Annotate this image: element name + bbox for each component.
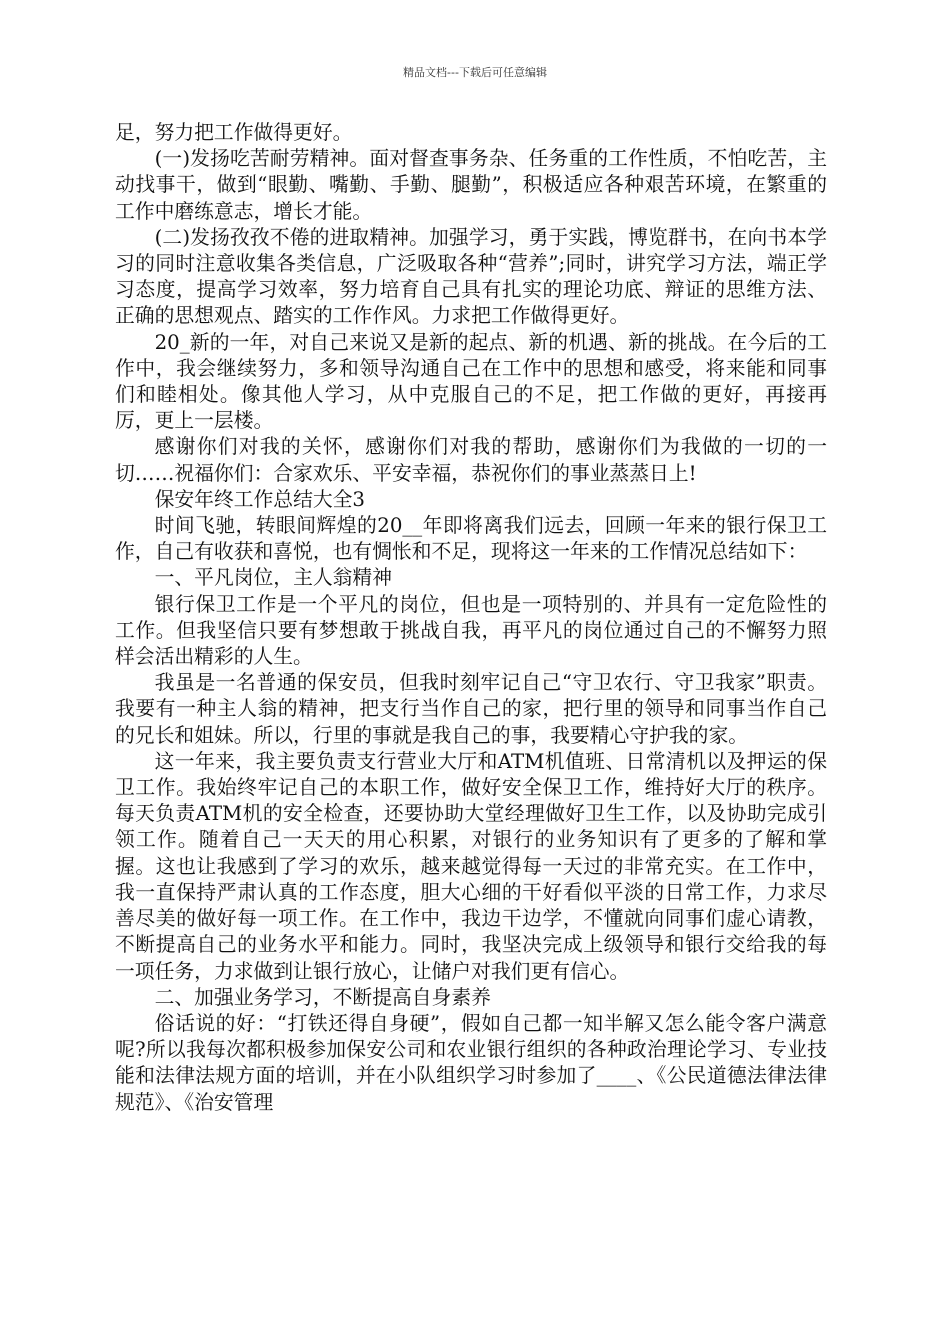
paragraph-continuation: 足，努力把工作做得更好。	[115, 121, 353, 144]
paragraph: 时间飞驰，转眼间辉煌的20__年即将离我们远去，回顾一年来的银行保卫工作，自己有收获和喜悦，也有惆怅和不足，现将这一年来的工作情况总结如下：	[115, 514, 827, 564]
paragraph: (二)发扬孜孜不倦的进取精神。加强学习，勇于实践，博览群书，在向书本学习的同时注意收集各类信息，广泛吸取各种“营养”;同时，讲究学习方法，端正学习态度，提高学习效率，努力培育自己具有扎实的理论功底、辩证的思维方法、正确的思想观点、踏实的工作作风。力求把工作做得更好。	[115, 225, 827, 328]
paragraph: 我虽是一名普通的保安员，但我时刻牢记自己“守卫农行、守卫我家”职责。我要有一种主人翁的精神，把支行当作自己的家，把行里的领导和同事当作自己的兄长和姐妹。所以，行里的事就是我自己的事，我要精心守护我的家。	[115, 671, 827, 747]
paragraph: (一)发扬吃苦耐劳精神。面对督查事务杂、任务重的工作性质，不怕吃苦，主动找事干，做到“眼勤、嘴勤、手勤、腿勤”，积极适应各种艰苦环境，在繁重的工作中磨练意志，增长才能。	[115, 147, 827, 223]
paragraph: 感谢你们对我的关怀，感谢你们对我的帮助，感谢你们为我做的一切的一切……祝福你们：合家欢乐、平安幸福，恭祝你们的事业蒸蒸日上!	[115, 435, 827, 485]
paragraph: 银行保卫工作是一个平凡的岗位，但也是一项特别的、并具有一定危险性的工作。但我坚信只要有梦想敢于挑战自我，再平凡的岗位通过自己的不懈努力照样会活出精彩的人生。	[115, 592, 827, 669]
section-title: 保安年终工作总结大全3	[154, 487, 365, 511]
section-heading: 二、加强业务学习，不断提高自身素养	[154, 985, 491, 1009]
section-heading: 一、平凡岗位，主人翁精神	[154, 566, 392, 590]
document-body	[115, 120, 827, 1116]
paragraph: 俗话说的好：“打铁还得自身硬”，假如自己都一知半解又怎么能令客户满意呢?所以我每次都积极参加保安公司和农业银行组织的各种政治理论学习、专业技能和法律法规方面的培训，并在小队组织学习时参加了____、《公民道德法律法律规范》、《治安管理	[115, 1011, 827, 1114]
page-header: 精品文档---下载后可任意编辑	[403, 66, 547, 79]
paragraph: 这一年来，我主要负责支行营业大厅和ATM机值班、日常清机以及押运的保卫工作。我始终牢记自己的本职工作，做好安全保卫工作，维持好大厅的秩序。每天负责ATM机的安全检查，还要协助大堂经理做好卫生工作，以及协助完成引领工作。随着自己一天天的用心积累，对银行的业务知识有了更多的了解和掌握。这也让我感到了学习的欢乐，越来越觉得每一天过的非常充实。在工作中，我一直保持严肃认真的工作态度，胆大心细的干好看似平淡的日常工作，力求尽善尽美的做好每一项工作。在工作中，我边干边学，不懂就向同事们虚心请教，不断提高自己的业务水平和能力。同时，我坚决完成上级领导和银行交给我的每一项任务，力求做到让银行放心，让储户对我们更有信心。	[115, 749, 827, 983]
paragraph: 20_新的一年，对自己来说又是新的起点、新的机遇、新的挑战。在今后的工作中，我会继续努力，多和领导沟通自己在工作中的思想和感受，将来能和同事们和睦相处。像其他人学习，从中克服自己的不足，把工作做的更好，再接再厉，更上一层楼。	[115, 330, 827, 433]
